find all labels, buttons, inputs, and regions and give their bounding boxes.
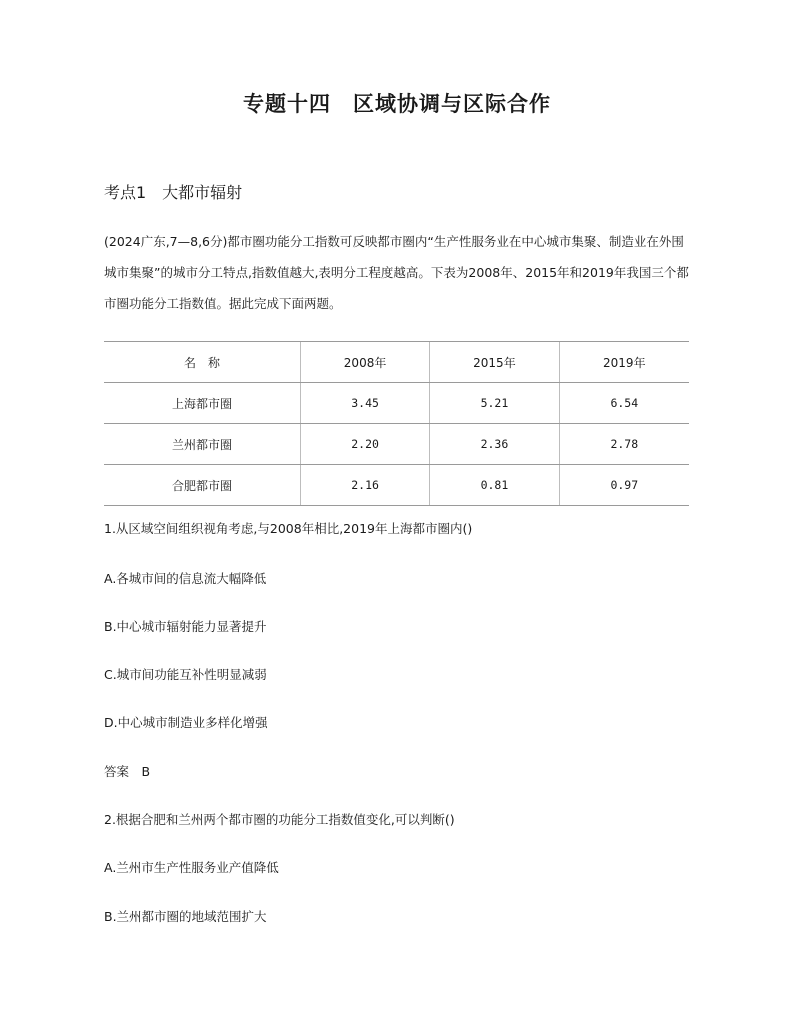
cell-value: 0.81 [430, 465, 559, 506]
cell-value: 5.21 [430, 383, 559, 424]
q1-option-b: B.中心城市辐射能力显著提升 [104, 619, 267, 634]
table-header-row [104, 342, 689, 383]
header-2008: 2008年 [300, 342, 429, 383]
intro-paragraph: (2024广东,7—8,6分)都市圈功能分工指数可反映都市圈内“生产性服务业在中心城市集聚、制造业在外围城市集聚”的城市分工特点,指数值越大,表明分工程度越高。下表为2008年、2015年和2019年我国三个都市圈功能分工指数值。据此完成下面两题。 [104, 234, 689, 311]
cell-name: 上海都市圈 [104, 383, 300, 424]
q2-option-a: A.兰州市生产性服务业产值降低 [104, 860, 279, 875]
cell-value: 2.20 [300, 424, 429, 465]
q1-option-d: D.中心城市制造业多样化增强 [104, 715, 268, 730]
cell-value: 3.45 [300, 383, 429, 424]
question-1-stem: 1.从区域空间组织视角考虑,与2008年相比,2019年上海都市圈内() [104, 521, 473, 536]
header-2015: 2015年 [430, 342, 559, 383]
q1-option-c: C.城市间功能互补性明显减弱 [104, 667, 267, 682]
table-row [104, 424, 689, 465]
page-title: 专题十四 区域协调与区际合作 [243, 92, 551, 116]
question-2-stem: 2.根据合肥和兰州两个都市圈的功能分工指数值变化,可以判断() [104, 812, 455, 827]
table-row [104, 383, 689, 424]
cell-value: 2.16 [300, 465, 429, 506]
table-row [104, 465, 689, 506]
cell-name: 兰州都市圈 [104, 424, 300, 465]
q2-option-b: B.兰州都市圈的地域范围扩大 [104, 909, 267, 924]
cell-value: 6.54 [559, 383, 689, 424]
q1-answer: 答案 B [104, 764, 151, 779]
section-heading: 考点1 大都市辐射 [104, 183, 243, 202]
cell-value: 2.36 [430, 424, 559, 465]
q1-option-a: A.各城市间的信息流大幅降低 [104, 571, 267, 586]
index-table [104, 341, 689, 506]
cell-name: 合肥都市圈 [104, 465, 300, 506]
header-2019: 2019年 [559, 342, 689, 383]
cell-value: 0.97 [559, 465, 689, 506]
cell-value: 2.78 [559, 424, 689, 465]
header-name: 名 称 [104, 342, 300, 383]
